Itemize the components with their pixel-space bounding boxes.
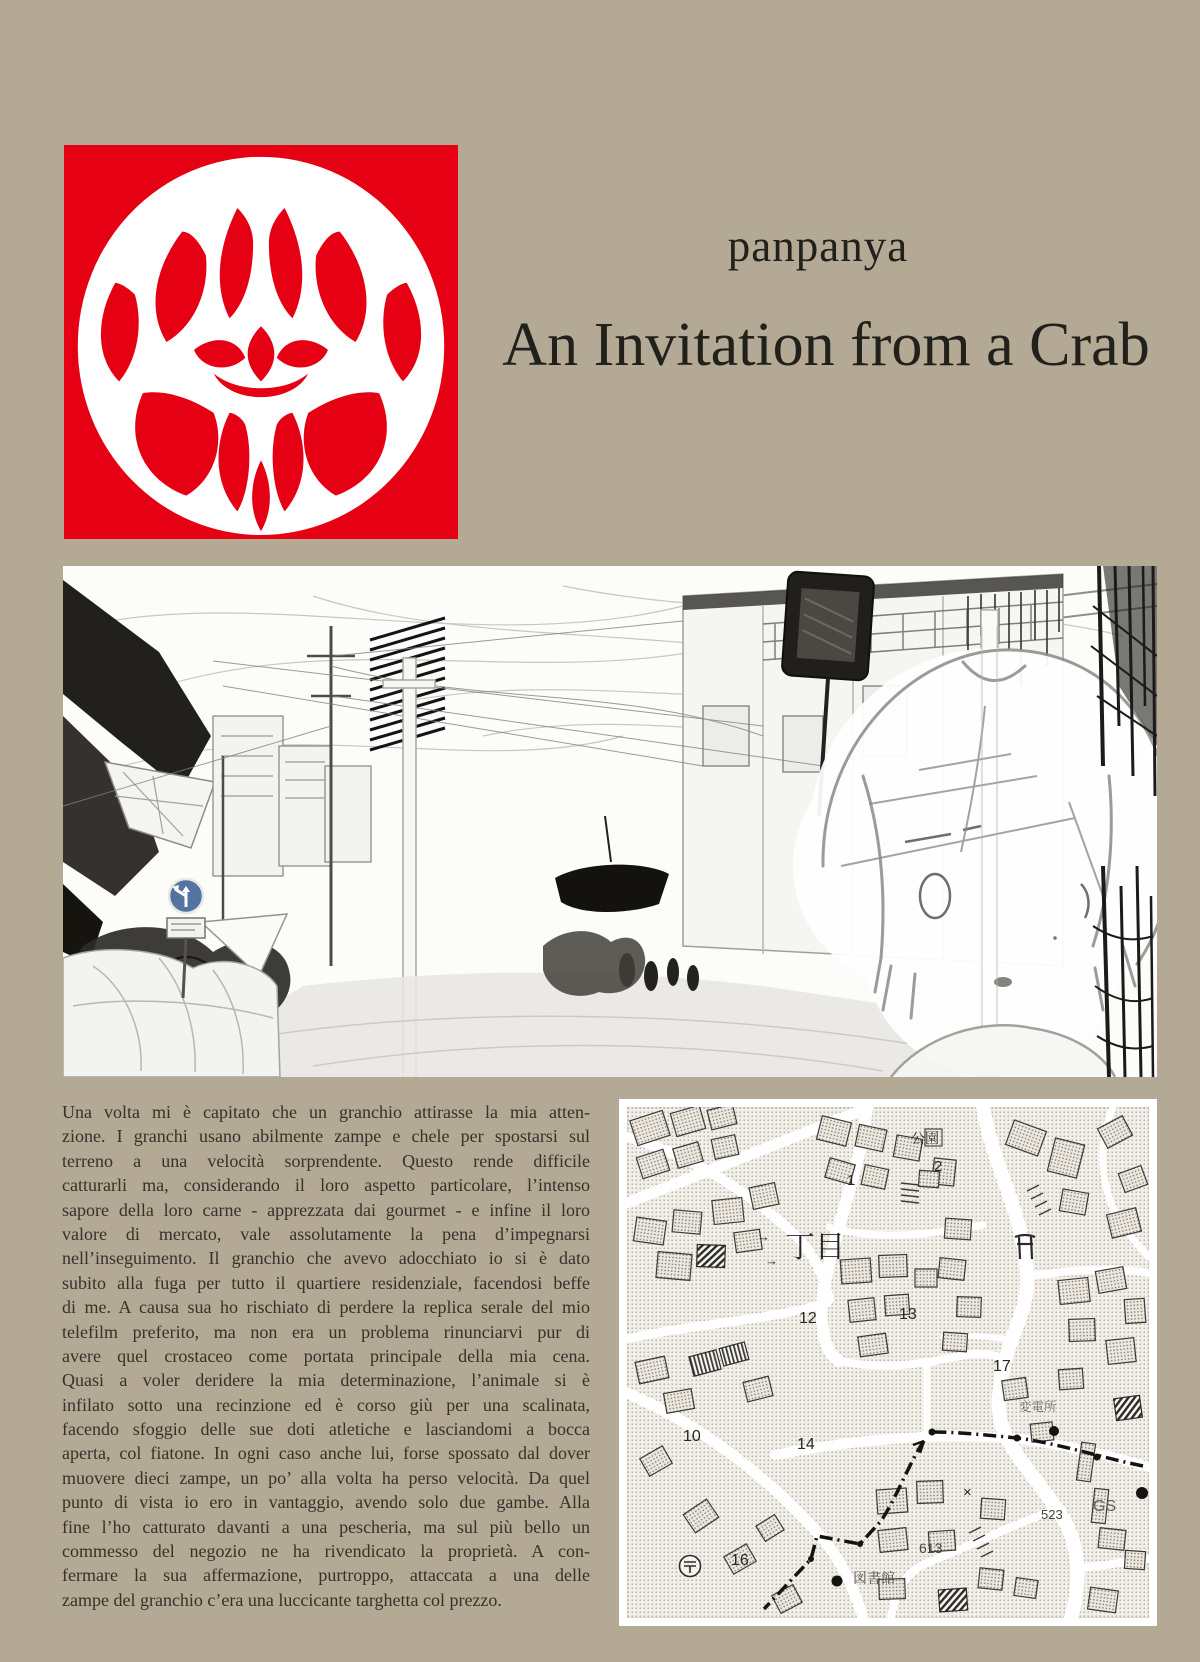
map-label: 523 <box>1041 1507 1063 1522</box>
map-label: 10 <box>683 1428 701 1445</box>
synopsis-line: commesso del negozio ne ha rivendicato la proprietà. A con- <box>62 1541 590 1562</box>
synopsis-line: terreno a una velocità sorprendente. Questo rende difficile <box>62 1150 590 1171</box>
map-label: 16 <box>731 1552 749 1569</box>
synopsis-line: Una volta mi è capitato che un granchio attirasse la mia atten- <box>62 1102 590 1122</box>
map-label: 17 <box>993 1358 1011 1375</box>
book-title: An Invitation from a Crab <box>502 311 1150 379</box>
map-label: 14 <box>797 1436 815 1453</box>
map-drawing <box>627 1107 1149 1618</box>
synopsis-line: telefilm preferito, ma non era un problema rinunciarvi pur di <box>62 1321 590 1342</box>
crab-medallion-icon <box>64 145 458 539</box>
map-label: 1 <box>847 1172 856 1189</box>
synopsis-line: subito alla fuga per tutto il quartiere residenziale, facendosi beffe <box>62 1272 590 1293</box>
map-label: GS <box>1093 1498 1117 1515</box>
map-label: 図書館 <box>853 1570 895 1586</box>
publisher-seal <box>64 145 458 539</box>
synopsis-line: zampe del granchio c’era una luccicante targhetta col prezzo. <box>62 1589 502 1610</box>
synopsis-line: Quasi a voler deridere la mia determinazione, l’animale si è <box>62 1370 590 1391</box>
map-label: 変電所 <box>1019 1400 1057 1414</box>
synopsis-line: punto di vista io ero in vantaggio, avendo solo due gambe. Alla <box>62 1492 590 1513</box>
synopsis-line: facendo sfoggio delle sue doti atletiche e lasciandomi a bocca <box>62 1419 590 1440</box>
map-label: 13 <box>899 1306 917 1323</box>
synopsis-line: aperta, col fiatone. In ogni caso anche lui, forse spossato dal dover <box>62 1443 590 1464</box>
map-label: × <box>963 1484 972 1501</box>
map-label: 12 <box>799 1310 817 1327</box>
synopsis-line: infilato sotto una recinzione ed è corso giù per una scalinata, <box>62 1394 590 1415</box>
library-dot <box>832 1576 843 1587</box>
map-label: 2 <box>934 1158 943 1175</box>
substation-dot <box>1049 1426 1059 1436</box>
street-sketch-illustration <box>63 566 1157 1077</box>
alley-sketch <box>63 566 1157 1077</box>
synopsis-line: zione. I granchi usano abilmente zampe e chele per spostarsi sul <box>62 1126 590 1147</box>
synopsis-line: fine l’ho catturato davanti a una pescheria, ma sul più bello un <box>62 1516 590 1537</box>
map-label: → <box>757 1229 770 1244</box>
gs-dot <box>1136 1487 1148 1499</box>
neighborhood-map <box>619 1099 1157 1626</box>
synopsis-line: valore di mercato, vale assolutamente la pena d’impegnarsi <box>62 1223 590 1244</box>
map-label: 丁目 <box>785 1231 845 1264</box>
synopsis-line: fermare la sua affermazione, purtroppo, attaccata a una delle <box>62 1565 590 1586</box>
synopsis-line: nell’inseguimento. Il granchio che avevo adocchiato io si è dato <box>62 1248 590 1269</box>
map-label: 公園 <box>911 1130 939 1146</box>
synopsis-line: catturarli ma, considerando il loro aspetto particolare, l’intenso <box>62 1175 590 1196</box>
map-label: → <box>765 1253 778 1268</box>
synopsis-line: sapore della loro carne - apprezzata dai gourmet - e infine il loro <box>62 1199 590 1220</box>
post-office-icon <box>680 1556 701 1577</box>
synopsis-line: di me. A causa sua ho rischiato di perdere la replica serale del mio <box>62 1297 590 1318</box>
synopsis-line: avere quel crostaceo come portata principale della mia cena. <box>62 1345 590 1366</box>
synopsis-text <box>62 1100 590 1612</box>
author-name: panpanya <box>727 221 909 271</box>
synopsis-line: muovere dieci zampe, un po’ alla volta ha perso velocità. Da quel <box>62 1467 590 1488</box>
map-label: 613 <box>919 1540 943 1556</box>
